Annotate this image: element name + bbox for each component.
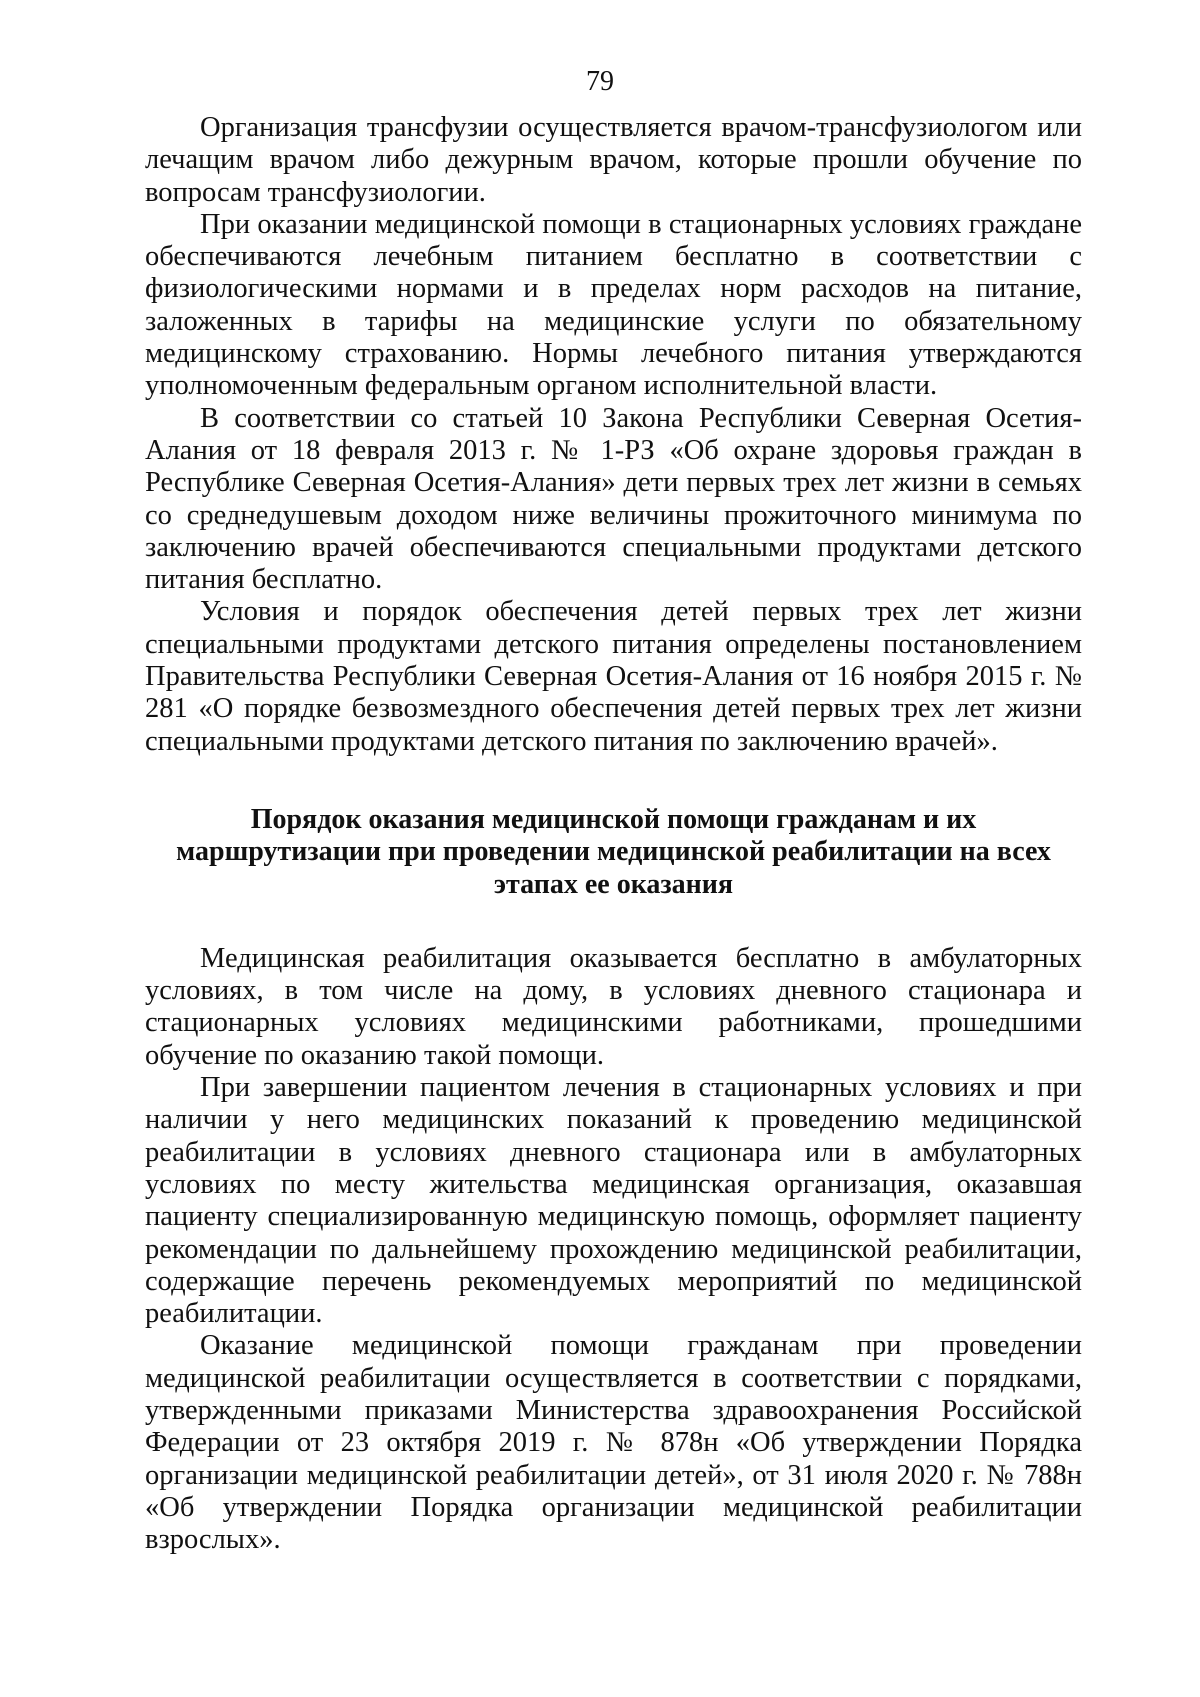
paragraph-transfusion: Организация трансфузии осуществляется врачом-трансфузиологом или лечащим врачом либо дежурным врачом, которые прошли обучение по вопросам трансфузиологии. bbox=[145, 112, 1082, 208]
paragraph-therapeutic-nutrition: При оказании медицинской помощи в стационарных условиях граждане обеспечиваются лечебным питанием бесплатно в соответствии с физиологическими нормами и в пределах норм расходов на питание, заложенных в тарифы на медицинские услуги по обязательному медицинскому страхованию. Нормы лечебного питания утверждаются уполномоченным федеральным органом исполнительной власти. bbox=[145, 208, 1082, 402]
paragraph-rehabilitation-free: Медицинская реабилитация оказывается бесплатно в амбулаторных условиях, в том числе на дому, в условиях дневного стационара и стационарных условиях медицинскими работниками, прошедшими обучение по оказанию такой помощи. bbox=[145, 942, 1082, 1071]
section-heading-rehabilitation: Порядок оказания медицинской помощи гражданам и их маршрутизации при проведении медицинской реабилитации на всех этапах ее оказания bbox=[176, 803, 1051, 900]
paragraph-rehabilitation-orders: Оказание медицинской помощи гражданам при проведении медицинской реабилитации осуществляется в соответствии с порядками, утвержденными приказами Министерства здравоохранения Российской Федерации от 23 октября 2019 г. № 878н «Об утверждении Порядка организации медицинской реабилитации детей», от 31 июля 2020 г. № 788н «Об утверждении Порядка организации медицинской реабилитации взрослых». bbox=[145, 1330, 1082, 1556]
page-number: 79 bbox=[586, 66, 614, 97]
paragraph-rehabilitation-recommendations: При завершении пациентом лечения в стационарных условиях и при наличии у него медицинских показаний к проведению медицинской реабилитации в условиях дневного стационара или в амбулаторных условиях по месту жительства медицинская организация, оказавшая пациенту специализированную медицинскую помощь, оформляет пациенту рекомендации по дальнейшему прохождению медицинской реабилитации, содержащие перечень рекомендуемых мероприятий по медицинской реабилитации. bbox=[145, 1072, 1082, 1330]
page-content bbox=[145, 112, 1082, 1556]
paragraph-baby-food-provision: Условия и порядок обеспечения детей первых трех лет жизни специальными продуктами детского питания определены постановлением Правительства Республики Северная Осетия-Алания от 16 ноября 2015 г. № 281 «О порядке безвозмездного обеспечения детей первых трех лет жизни специальными продуктами детского питания по заключению врачей». bbox=[145, 596, 1082, 757]
paragraph-law-article-10: В соответствии со статьей 10 Закона Республики Северная Осетия-Алания от 18 февраля 2013 г. № 1-РЗ «Об охране здоровья граждан в Республике Северная Осетия-Алания» дети первых трех лет жизни в семьях со среднедушевым доходом ниже величины прожиточного минимума по заключению врачей обеспечиваются специальными продуктами детского питания бесплатно. bbox=[145, 402, 1082, 596]
